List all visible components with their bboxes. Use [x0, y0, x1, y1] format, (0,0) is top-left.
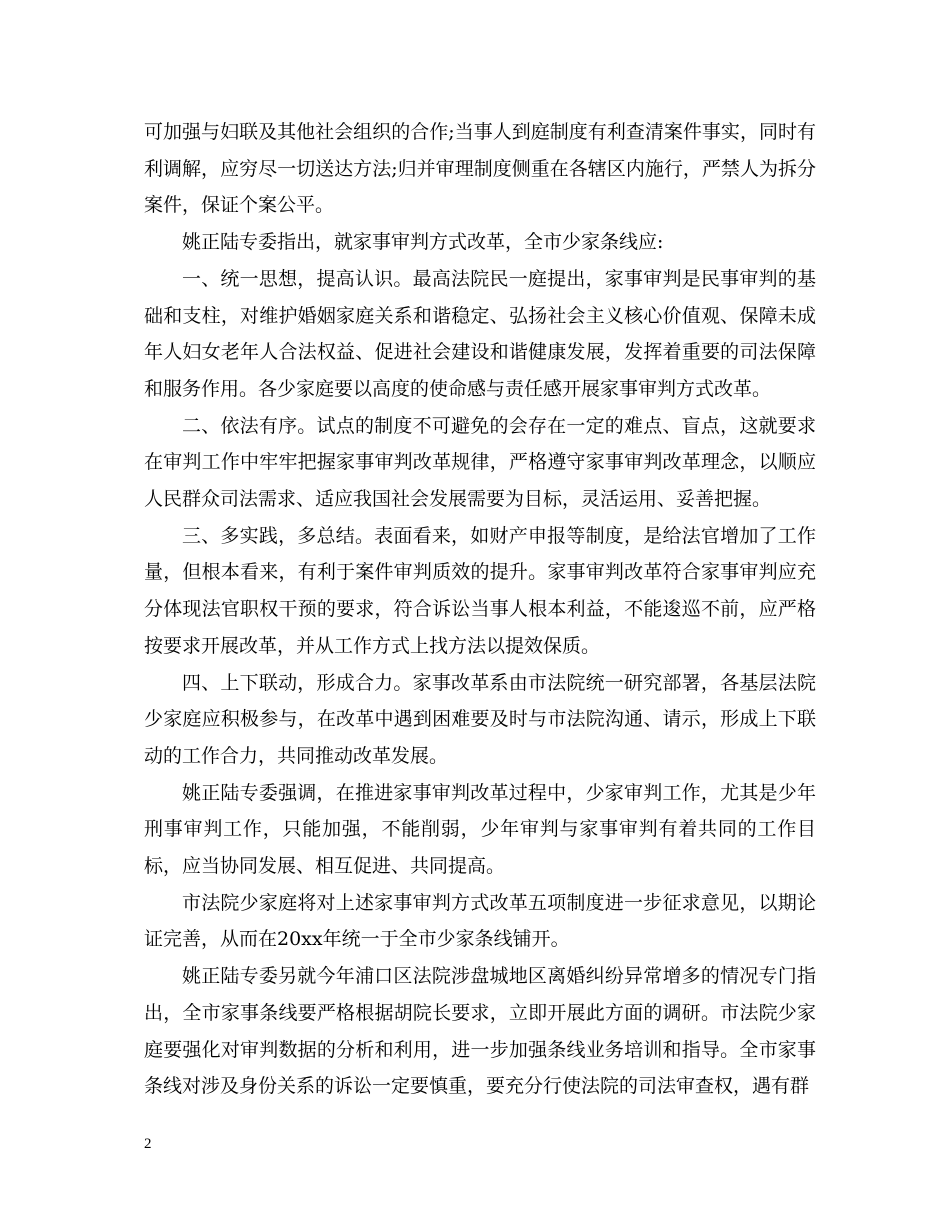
paragraph: 姚正陆专委强调，在推进家事审判改革过程中，少家审判工作，尤其是少年刑事审判工作，只能加强，不能削弱，少年审判与家事审判有着共同的工作目标，应当协同发展、相互促进、共同提高。 — [144, 781, 816, 878]
paragraph: 姚正陆专委指出，就家事审判方式改革，全市少家条线应: — [182, 231, 664, 254]
paragraph-continuation: 可加强与妇联及其他社会组织的合作;当事人到庭制度有利查清案件事实，同时有利调解，应穷尽一切送达方法;归并审理制度侧重在各辖区内施行，严禁人为拆分案件，保证个案公平。 — [144, 121, 816, 217]
paragraph: 四、上下联动，形成合力。家事改革系由市法院统一研究部署，各基层法院少家庭应积极参与，在改革中遇到困难要及时与市法院沟通、请示，形成上下联动的工作合力，共同推动改革发展。 — [144, 671, 816, 767]
paragraph: 市法院少家庭将对上述家事审判方式改革五项制度进一步征求意见，以期论证完善，从而在20xx年统一于全市少家条线铺开。 — [144, 891, 816, 951]
page-number: 2 — [144, 1136, 152, 1152]
paragraph: 二、依法有序。试点的制度不可避免的会存在一定的难点、盲点，这就要求在审判工作中牢牢把握家事审判改革规律，严格遵守家事审判改革理念，以顺应人民群众司法需求、适应我国社会发展需要为目标，灵活运用、妥善把握。 — [144, 414, 816, 511]
document-body — [144, 114, 816, 1105]
paragraph: 一、统一思想，提高认识。最高法院民一庭提出，家事审判是民事审判的基础和支柱，对维护婚姻家庭关系和谐稳定、弘扬社会主义核心价值观、保障未成年人妇女老年人合法权益、促进社会建设和谐健康发展，发挥着重要的司法保障和服务作用。各少家庭要以高度的使命感与责任感开展家事审判方式改革。 — [144, 267, 816, 400]
paragraph: 姚正陆专委另就今年浦口区法院涉盘城地区离婚纠纷异常增多的情况专门指出，全市家事条线要严格根据胡院长要求，立即开展此方面的调研。市法院少家庭要强化对审判数据的分析和利用，进一步加强条线业务培训和指导。全市家事条线对涉及身份关系的诉讼一定要慎重，要充分行使法院的司法审查权，遇有群 — [144, 965, 816, 1098]
paragraph: 三、多实践，多总结。表面看来，如财产申报等制度，是给法官增加了工作量，但根本看来，有利于案件审判质效的提升。家事审判改革符合家事审判应充分体现法官职权干预的要求，符合诉讼当事人根本利益，不能逡巡不前，应严格按要求开展改革，并从工作方式上找方法以提效保质。 — [144, 524, 816, 657]
